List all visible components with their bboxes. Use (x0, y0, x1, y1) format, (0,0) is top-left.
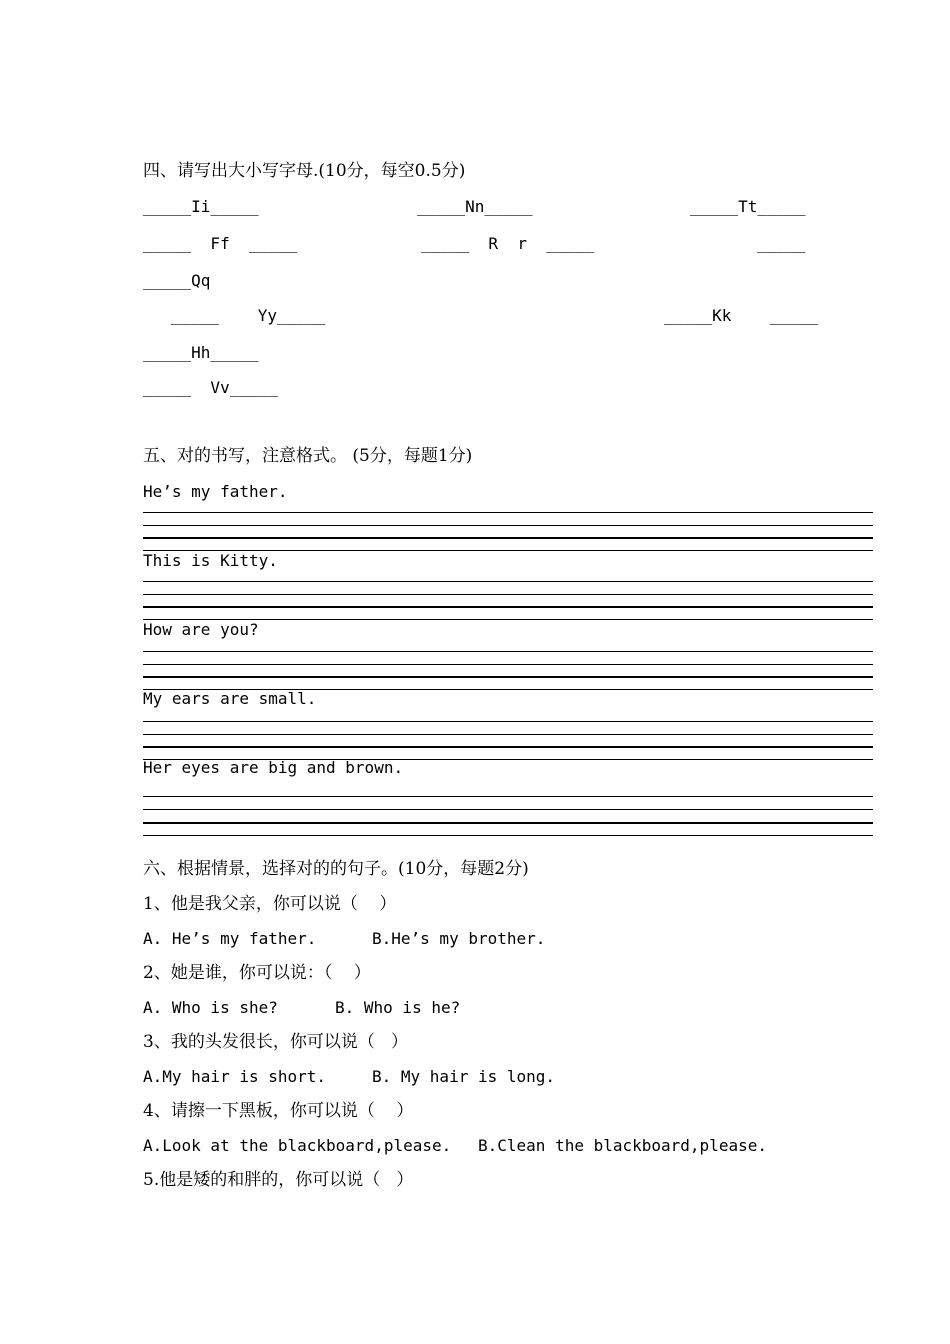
letter-blank-vv: _____ Vv_____ (143, 378, 278, 397)
writing-line (143, 512, 873, 513)
letter-blank-hh: _____Hh_____ (143, 343, 259, 362)
question-5-prompt: 5.他是矮的和胖的，你可以说（ ） (143, 1170, 414, 1190)
section-6-heading: 六、根据情景，选择对的的句子。(10分，每题2分) (143, 859, 529, 879)
writing-line (143, 809, 873, 810)
question-2-option-b: B. Who is he? (335, 998, 461, 1017)
letter-blank-ff: _____ Ff _____ (143, 234, 298, 253)
question-4-option-b: B.Clean the blackboard,please. (478, 1136, 767, 1155)
writing-line (143, 734, 873, 735)
writing-line (143, 525, 873, 526)
question-3-prompt: 3、我的头发很长，你可以说（ ） (143, 1032, 409, 1052)
question-4-option-a: A.Look at the blackboard,please. (143, 1136, 452, 1155)
letter-blank-trailing: _____ (757, 234, 806, 253)
writing-baseline (143, 746, 873, 748)
writing-line (143, 835, 873, 836)
question-1-option-a: A. He’s my father. (143, 929, 317, 948)
question-2-option-a: A. Who is she? (143, 998, 278, 1017)
writing-line (143, 796, 873, 797)
copy-sentence-3: How are you? (143, 620, 259, 639)
question-1-prompt: 1、他是我父亲，你可以说（ ） (143, 894, 397, 914)
copy-sentence-5: Her eyes are big and brown. (143, 758, 404, 777)
section-5-heading: 五、对的书写，注意格式。 (5分，每题1分) (143, 446, 473, 466)
letter-blank-kk: _____Kk _____ (664, 306, 819, 325)
writing-line (143, 721, 873, 722)
writing-baseline (143, 822, 873, 824)
question-4-prompt: 4、请擦一下黑板，你可以说（ ） (143, 1101, 414, 1121)
letter-blank-tt: _____Tt_____ (690, 197, 806, 216)
question-3-option-a: A.My hair is short. (143, 1067, 327, 1086)
writing-line (143, 581, 873, 582)
writing-line (143, 594, 873, 595)
letter-blank-rr: _____ R r _____ (421, 234, 595, 253)
writing-baseline (143, 676, 873, 678)
copy-sentence-2: This is Kitty. (143, 551, 278, 570)
writing-baseline (143, 606, 873, 608)
copy-sentence-1: He’s my father. (143, 482, 288, 501)
question-3-option-b: B. My hair is long. (372, 1067, 556, 1086)
section-4-heading: 四、请写出大小写字母.(10分，每空0.5分) (143, 161, 466, 181)
letter-blank-qq: _____Qq (143, 271, 211, 290)
question-2-prompt: 2、她是谁，你可以说：（ ） (143, 963, 371, 983)
writing-line (143, 664, 873, 665)
writing-baseline (143, 537, 873, 539)
letter-blank-ii: _____Ii_____ (143, 197, 259, 216)
writing-line (143, 651, 873, 652)
copy-sentence-4: My ears are small. (143, 689, 317, 708)
letter-blank-yy: _____ Yy_____ (171, 306, 326, 325)
question-1-option-b: B.He’s my brother. (372, 929, 546, 948)
letter-blank-nn: _____Nn_____ (417, 197, 533, 216)
